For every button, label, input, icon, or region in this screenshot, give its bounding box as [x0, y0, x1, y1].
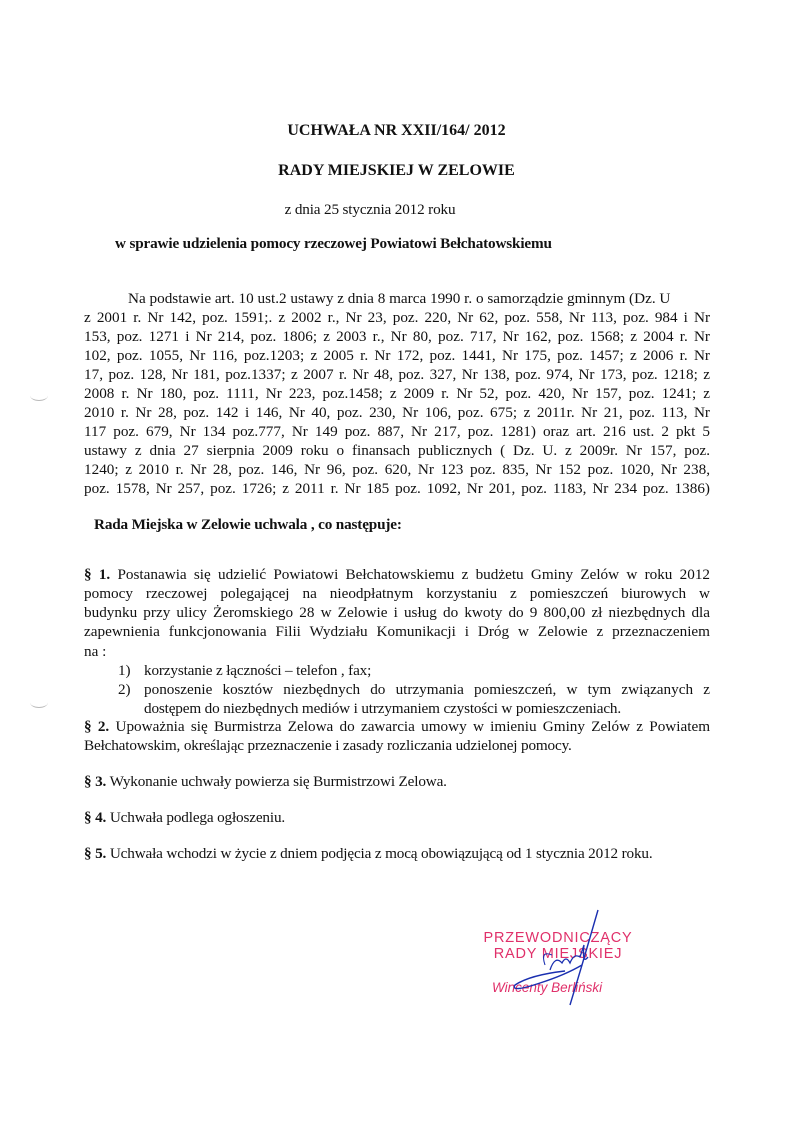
preamble-line: 153, poz. 1271 i Nr 214, poz. 1806; z 2003 r., Nr 80, poz. 717, Nr 162, poz. 1568; z 2004 r. Nr — [84, 328, 710, 345]
preamble-line: 17, poz. 128, Nr 181, poz.1337; z 2007 r. Nr 48, poz. 327, Nr 138, poz. 974, Nr 173, poz. 1218; z — [84, 366, 710, 383]
section-text: Upoważnia się Burmistrza Zelowa do zawarcia umowy w imieniu Gminy Zelów z Powiatem — [115, 718, 711, 735]
preamble-line: poz. 1578, Nr 257, poz. 1726; z 2011 r. Nr 185 poz. 1092, Nr 201, poz. 1183, Nr 234 poz. 1386) — [84, 480, 710, 497]
resolution-subject: w sprawie udzielenia pomocy rzeczowej Powiatowi Bełchatowskiemu — [115, 235, 552, 252]
stamp-name: Wincenty Berliński — [492, 980, 603, 995]
preamble-line: z 2001 r. Nr 142, poz. 1591;. z 2002 r., Nr 23, poz. 220, Nr 62, poz. 558, Nr 113, poz. 984 i Nr — [84, 309, 710, 326]
resolution-issuer: RADY MIEJSKIEJ W ZELOWIE — [278, 162, 515, 179]
list-item-text: korzystanie z łączności – telefon , fax; — [144, 662, 372, 679]
resolution-title: UCHWAŁA NR XXII/164/ 2012 — [287, 122, 506, 139]
section-mark: § 1. — [84, 566, 111, 583]
preamble-line: 102, poz. 1055, Nr 116, poz.1203; z 2005 r. Nr 172, poz. 1441, Nr 175, poz. 1457; z 2006 r. Nr — [84, 347, 710, 364]
resolution-date: z dnia 25 stycznia 2012 roku — [284, 201, 456, 218]
section-text: zapewnienia funkcjonowania Filii Wydziału Komunikacji i Dróg w Zelowie z przeznaczeniem — [84, 623, 710, 640]
preamble-line: 117 poz. 679, Nr 134 poz.777, Nr 149 poz. 887, Nr 217, poz. 1281) oraz art. 216 ust. 2 pkt 5 — [84, 423, 710, 440]
section-mark: § 2. — [84, 718, 110, 735]
section-text: budynku przy ulicy Żeromskiego 28 w Zelowie i usług do kwoty do 9 800,00 zł niezbędnych dla — [84, 604, 710, 621]
punch-hole-mark — [30, 390, 48, 401]
section-3 — [84, 773, 447, 791]
preamble-line: ustawy z dnia 27 sierpnia 2009 roku o finansach publicznych ( Dz. U. z 2009r. Nr 157, poz. — [84, 442, 710, 459]
resolves-heading: Rada Miejska w Zelowie uchwala , co następuje: — [94, 516, 402, 533]
section-text: pomocy rzeczowej polegającej na nieodpłatnym korzystaniu z pomieszczeń biurowych w — [84, 585, 710, 602]
section-text: Postanawia się udzielić Powiatowi Bełchatowskiemu z budżetu Gminy Zelów w roku 2012 — [117, 566, 711, 583]
stamp-council: RADY MIEJSKIEJ — [493, 946, 623, 962]
list-item-number: 2) — [118, 681, 131, 698]
section-mark: § 3. — [84, 773, 107, 790]
section-text: Uchwała wchodzi w życie z dniem podjęcia z mocą obowiązującą od 1 stycznia 2012 roku. — [109, 845, 653, 862]
punch-hole-mark — [30, 697, 48, 708]
preamble-line: Na podstawie art. 10 ust.2 ustawy z dnia 8 marca 1990 r. o samorządzie gminnym (Dz. U — [128, 290, 671, 307]
preamble-line: 2008 r. Nr 180, poz. 1111, Nr 223, poz.1458; z 2009 r. Nr 52, poz. 420, Nr 157, poz. 1241; z — [84, 385, 710, 402]
list-item-number: 1) — [118, 662, 131, 679]
preamble-line: 1240; z 2010 r. Nr 28, poz. 146, Nr 96, poz. 620, Nr 123 poz. 835, Nr 152 poz. 1020, Nr 238, — [84, 461, 710, 478]
section-4 — [84, 809, 285, 827]
section-text: Wykonanie uchwały powierza się Burmistrzowi Zelowa. — [109, 773, 447, 790]
stamp-title: PRZEWODNICZĄCY — [483, 930, 633, 946]
section-text: Bełchatowskim, określając przeznaczenie i zasady rozliczania udzielonej pomocy. — [84, 737, 572, 754]
section-mark: § 5. — [84, 845, 107, 862]
preamble-line: 2010 r. Nr 28, poz. 142 i 146, Nr 40, poz. 230, Nr 106, poz. 675; z 2011r. Nr 21, poz. 113, Nr — [84, 404, 710, 421]
list-item-text: dostępem do niezbędnych mediów i utrzymaniem czystości w pomieszczeniach. — [144, 700, 622, 717]
section-mark: § 4. — [84, 809, 107, 826]
list-item-text: ponoszenie kosztów niezbędnych do utrzymania pomieszczeń, w tym związanych z — [144, 681, 710, 698]
section-5 — [84, 845, 653, 863]
section-text: na : — [84, 643, 107, 660]
handwritten-signature-icon — [470, 905, 640, 1010]
section-text: Uchwała podlega ogłoszeniu. — [109, 809, 286, 826]
